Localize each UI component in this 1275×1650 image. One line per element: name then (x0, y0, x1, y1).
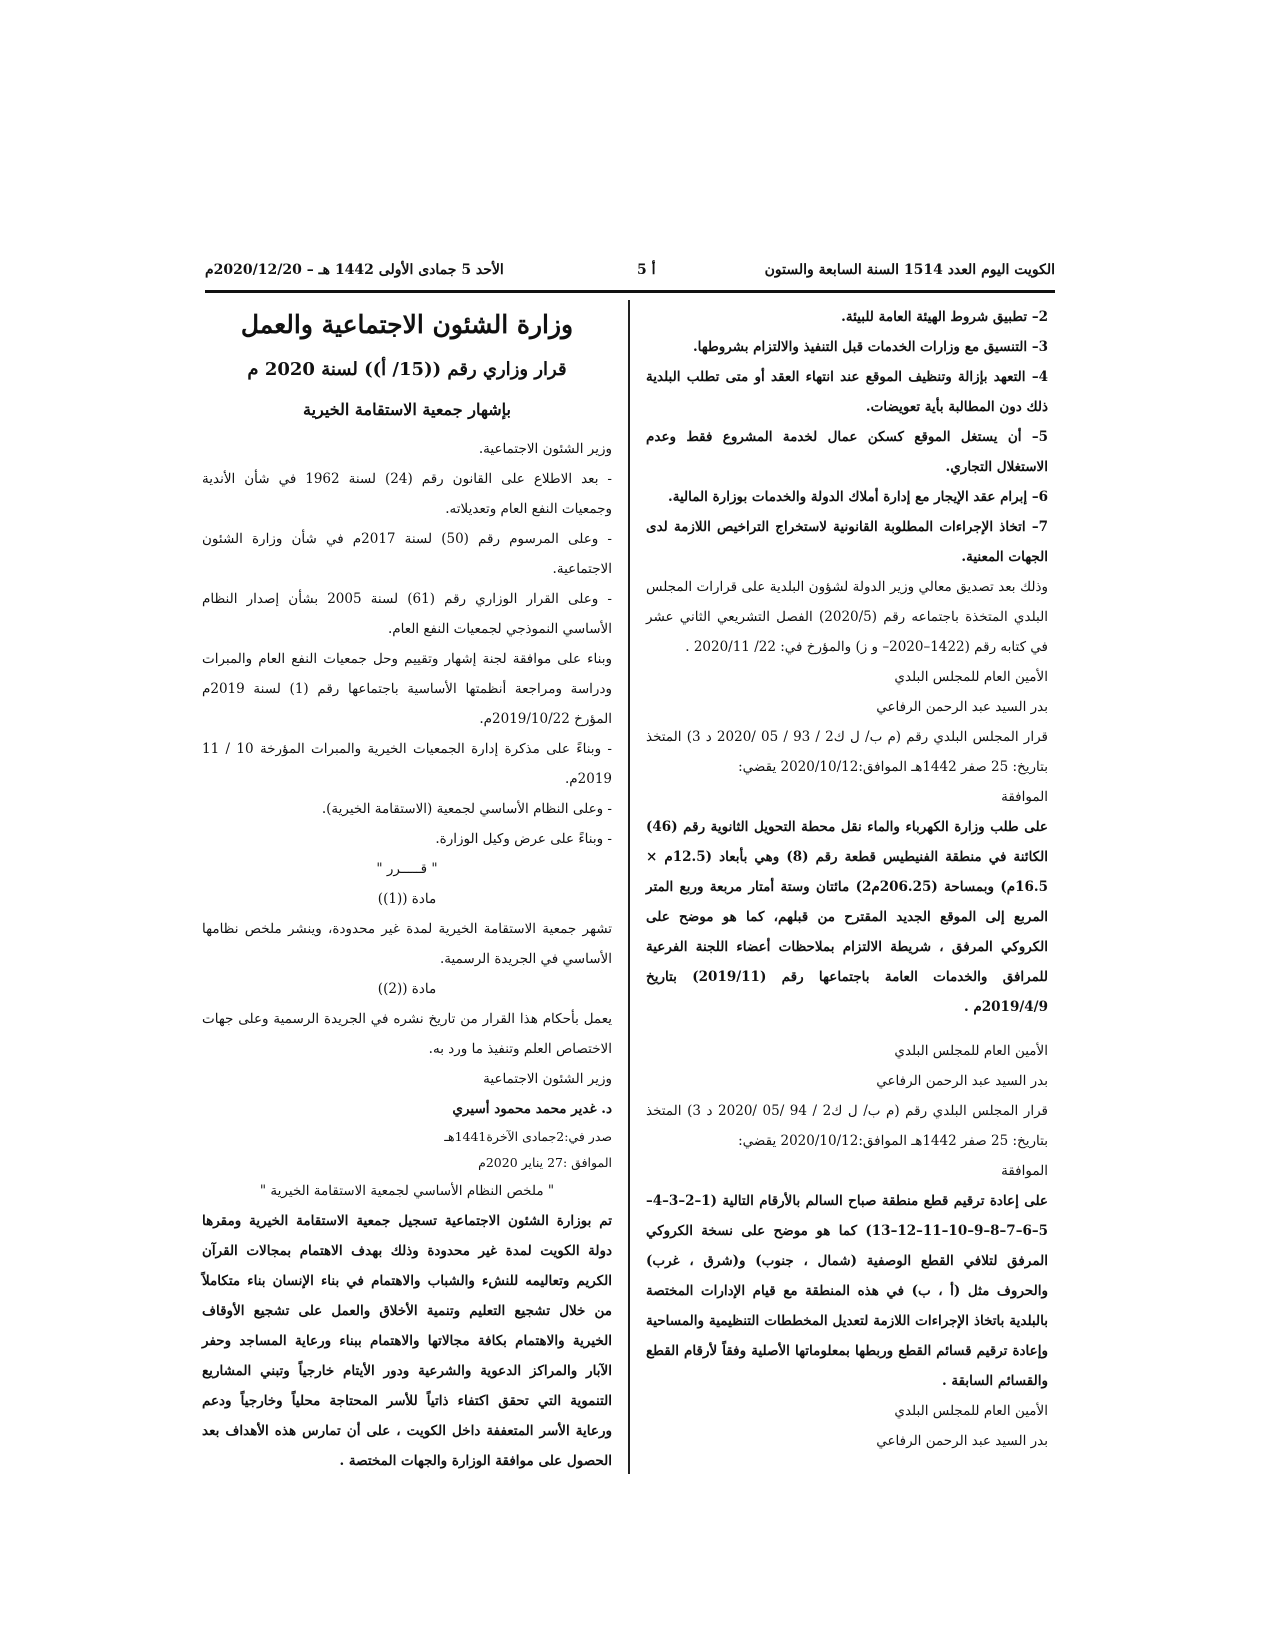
summary-title: " ملخص النظام الأساسي لجمعية الاستقامة الخيرية " (259, 1183, 555, 1199)
article-text: تشهر جمعية الاستقامة الخيرية لمدة غير محدودة، وينشر ملخص نظامها الأساسي في الجريدة الرسمية. (202, 921, 612, 967)
page-header (205, 258, 1055, 293)
article-label: مادة ((2)) (377, 981, 437, 997)
condition-item: 6– إبرام عقد الإيجار مع إدارة أملاك الدولة والخدمات بوزارة المالية. (668, 489, 1048, 505)
right-column (646, 302, 1048, 1456)
signature-name: بدر السيد عبد الرحمن الرفاعي (876, 699, 1048, 715)
decision-body: على إعادة ترقيم قطع منطقة صباح السالم بالأرقام التالية (1–2–3–4–5–6–7–8–9–10–11–12–13) كما هو موضح على نسخة الكروكي المرفق لتلافي القطع الوصفية (شمال ، جنوب) و(شرق ، غرب) والحروف مثل (أ ، ب) في هذه المنطقة مع قيام الإدارات المختصة بالبلدية باتخاذ الإجراءات اللازمة لتعديل المخططات التنظيمية والمساحية وإعادة ترقيم قسائم القطع وربطها بمعلوماتها الأصلية وفقاً لأرقام القطع والقسائم السابقة . (646, 1193, 1048, 1389)
header-issue-info: الكويت اليوم العدد 1514 السنة السابعة والستون (764, 262, 1055, 278)
recital: - وبناءً على مذكرة إدارة الجمعيات الخيرية والمبرات المؤرخة 10 / 11 2019م. (202, 741, 612, 787)
summary-body: تم بوزارة الشئون الاجتماعية تسجيل جمعية الاستقامة الخيرية ومقرها دولة الكويت لمدة غير محدودة وذلك بهدف الاهتمام بمجالات القرآن الكريم وتعاليمه للنشء والشباب والاهتمام في بناء الإنسان بناء متكاملاً من خلال تشجيع التعليم وتنمية الأخلاق والعمل على تشجيع الأوقاف الخيرية والاهتمام بكافة مجالاتها والاهتمام ببناء ورعاية المساجد وحفر الآبار والمراكز الدعوية والشرعية ودور الأيتام خارجياً وتبني المشاريع التنموية التي تحقق اكتفاء ذاتياً للأسر المحتاجة محلياً وخارجياً ودعم ورعاية الأسر المتعففة داخل الكويت ، على أن تمارس هذه الأهداف بعد الحصول على موافقة الوزارة والجهات المختصة . (202, 1213, 612, 1469)
left-column (202, 302, 612, 1476)
recital: - وبناءً على عرض وكيل الوزارة. (435, 831, 612, 847)
header-date: الأحد 5 جمادى الأولى 1442 هـ – 2020/12/20م (205, 262, 504, 278)
signature-title: الأمين العام للمجلس البلدي (894, 1043, 1048, 1059)
committee-recital: وبناء على موافقة لجنة إشهار وتقييم وحل جمعيات النفع العام والمبرات ودراسة ومراجعة أنظمتها الأساسية باجتماعها رقم (1) لسنة 2019م المؤرخ 2019/10/22م. (202, 651, 612, 727)
recital: - وعلى المرسوم رقم (50) لسنة 2017م في شأن وزارة الشئون الاجتماعية. (202, 531, 612, 577)
header-page-number: أ 5 (637, 262, 656, 278)
decision-body: على طلب وزارة الكهرباء والماء نقل محطة التحويل الثانوية رقم (46) الكائنة في منطقة الفنيطيس قطعة رقم (8) وهي بأبعاد (12.5م × 16.5م) وبمساحة (206.25م2) مائتان وستة أمتار مربعة وربع المتر المربع إلى الموقع الجديد المقترح من قبلهم، كما هو موضح على الكروكي المرفق ، شريطة الالتزام بملاحظات أعضاء اللجنة الفرعية للمرافق والخدمات العامة باجتماعها رقم (2019/11) بتاريخ 2019/4/9م . (646, 819, 1048, 1015)
minister-title: وزير الشئون الاجتماعية (483, 1071, 612, 1087)
article-text: يعمل بأحكام هذا القرار من تاريخ نشره في الجريدة الرسمية وعلى جهات الاختصاص العلم وتنفيذ ما ورد به. (202, 1011, 612, 1057)
decision-heading: قرار المجلس البلدي رقم (م ب/ ل ك2 / 93 / 05 /2020 د 3) المتخذ بتاريخ: 25 صفر 1442هـ الموافق:2020/10/12 يقضي: (646, 729, 1048, 775)
condition-item: 7– اتخاذ الإجراءات المطلوبة القانونية لاستخراج التراخيص اللازمة لدى الجهات المعنية. (646, 519, 1048, 565)
minister-intro: وزير الشئون الاجتماعية. (478, 441, 612, 457)
decides-heading: " قـــــرر " (376, 861, 438, 877)
condition-item: 4– التعهد بإزالة وتنظيف الموقع عند انتهاء العقد أو متى تطلب البلدية ذلك دون المطالبة بأية تعويضات. (646, 369, 1048, 415)
condition-item: 2– تطبيق شروط الهيئة العامة للبيئة. (841, 309, 1048, 325)
recital: - وعلى القرار الوزاري رقم (61) لسنة 2005 بشأن إصدار النظام الأساسي النموذجي لجمعيات النفع العام. (202, 591, 612, 637)
condition-item: 3– التنسيق مع وزارات الخدمات قبل التنفيذ والالتزام بشروطها. (692, 339, 1048, 355)
decision-title: قرار وزاري رقم ((15/ أ)) لسنة 2020 م (247, 359, 567, 380)
condition-item: 5– أن يستغل الموقع كسكن عمال لخدمة المشروع فقط وعدم الاستغلال التجاري. (646, 429, 1048, 475)
signature-title: الأمين العام للمجلس البلدي (894, 669, 1048, 685)
recital: - وعلى النظام الأساسي لجمعية (الاستقامة الخيرية). (321, 801, 612, 817)
article-label: مادة ((1)) (377, 891, 437, 907)
recital: - بعد الاطلاع على القانون رقم (24) لسنة 1962 في شأن الأندية وجمعيات النفع العام وتعديلاته. (202, 471, 612, 517)
signature-name: بدر السيد عبد الرحمن الرفاعي (876, 1433, 1048, 1449)
signature-name: بدر السيد عبد الرحمن الرفاعي (876, 1073, 1048, 1089)
column-divider (628, 300, 630, 1474)
signature-title: الأمين العام للمجلس البلدي (894, 1403, 1048, 1419)
decision-label: الموافقة (1001, 1163, 1048, 1179)
minister-name: د. غدير محمد محمود أسيري (452, 1101, 612, 1117)
ministry-title: وزارة الشئون الاجتماعية والعمل (240, 310, 574, 339)
decision-subject: بإشهار جمعية الاستقامة الخيرية (303, 400, 511, 419)
decision-label: الموافقة (1001, 789, 1048, 805)
issued-gregorian: الموافق :27 يناير 2020م (478, 1155, 612, 1170)
decision-heading: قرار المجلس البلدي رقم (م ب/ ل ك2 / 94 /05 /2020 د 3) المتخذ بتاريخ: 25 صفر 1442هـ الموافق:2020/10/12 يقضي: (646, 1103, 1049, 1149)
issued-hijri: صدر في:2جمادى الآخرة1441هـ (444, 1129, 612, 1144)
approval-note: وذلك بعد تصديق معالي وزير الدولة لشؤون البلدية على قرارات المجلس البلدي المتخذة باجتماعه رقم (2020/5) الفصل التشريعي الثاني عشر في كتابه رقم (1422–2020– و ز) والمؤرخ في: 22/ 2020/11 . (646, 579, 1048, 655)
